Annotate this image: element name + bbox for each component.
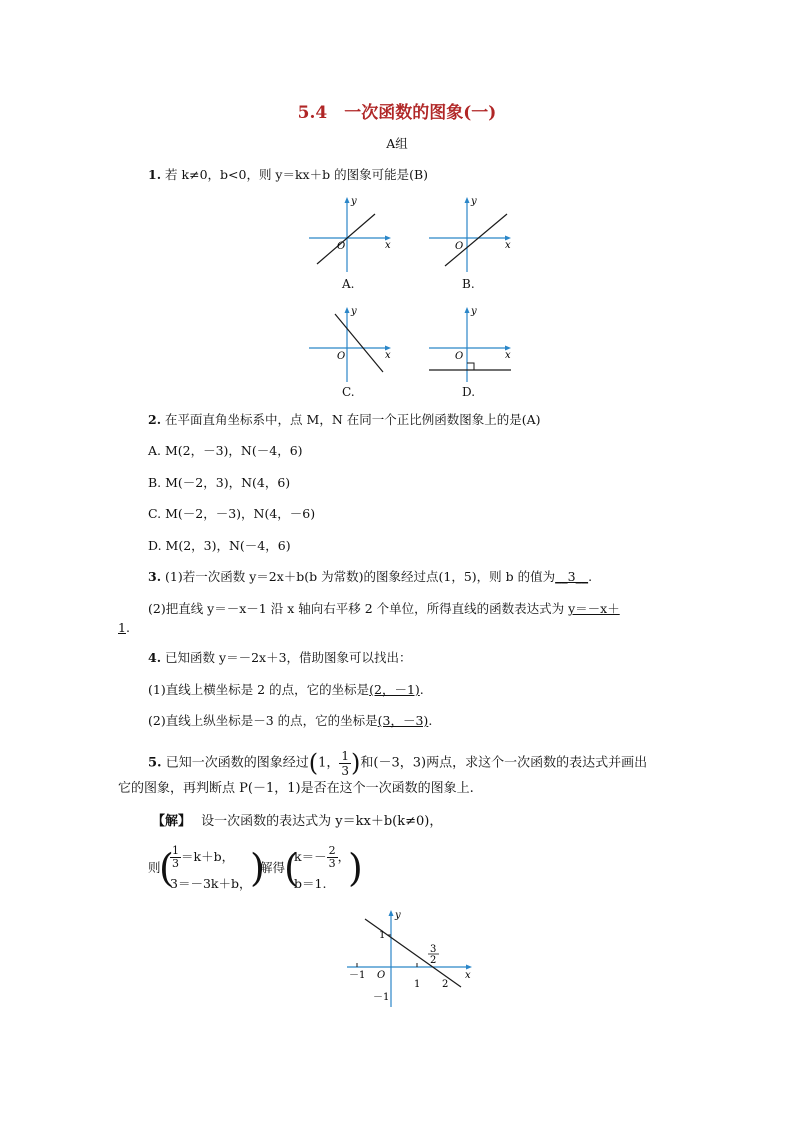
q5-text-a: 已知一次函数的图象经过 [165,755,309,771]
y-axis-label: y [351,306,357,317]
eq1-num: 1 [172,844,179,857]
q4-part1-answer: (2，－1) [369,682,420,697]
q1-graph-d [425,302,515,384]
q1-graph-a [305,192,395,274]
q4-part2-text: (2)直线上纵坐标是－3 的点，它的坐标是 [148,713,378,728]
q3-part2-answer-cont: 1 [118,620,126,635]
y-tick-neg1: －1 [373,992,390,1003]
q5-point-fraction [339,749,351,778]
q4-part2-answer: (3，－3) [377,713,429,728]
q1-option-b: B. [462,277,475,291]
origin-label: O [455,241,464,252]
annot-den: 2 [430,955,437,966]
q5-solution-line [152,814,442,830]
x-tick-2: 2 [442,979,449,990]
k-den: 3 [328,857,336,870]
q3-part1-answer: __3__ [555,569,589,584]
q1-option-c: C. [342,385,355,399]
k-num: 2 [328,844,336,857]
y-axis-label: y [471,306,477,317]
q4-text: 已知函数 y＝－2x＋3，借助图象可以找出： [165,650,412,665]
q5-point-x: 1， [318,755,340,771]
q3-part2-answer: y＝－x＋ [568,601,620,616]
solved-label: 解得 [260,860,286,875]
eq1-rest: ＝k＋b， [181,849,235,864]
q2-option-d: D. M(2，3)，N(－4，6) [148,538,291,553]
q5-graph [345,905,475,1010]
x-axis-label: x [505,240,511,251]
q3-part1-text: (1)若一次函数 y＝2x＋b(b 为常数)的图象经过点(1，5)，则 b 的值为 [165,569,556,584]
q4-part1 [148,682,424,698]
q3-part1-suffix: . [588,569,593,584]
q2-option-c: C. M(－2，－3)，N(4，－6) [148,506,316,521]
q1-option-a: A. [342,277,355,291]
q4-number: 4. [148,650,162,665]
q1-graph-c [305,302,395,384]
q5-line2: 它的图象，再判断点 P(－1，1)是否在这个一次函数的图象上. [118,781,474,796]
q3-part2-suffix: . [125,620,130,635]
q2-option-a: A. M(2，－3)，N(－4，6) [148,443,303,458]
group-label: A组 [386,136,408,151]
y-tick-1: 1 [379,930,386,941]
q3-part1 [148,569,592,585]
page-title: 5.4 一次函数的图象(一) [297,103,497,123]
q1-option-d: D. [462,385,476,399]
equation-2: 3＝－3k＋b， [170,876,252,891]
q3-part2-text: (2)把直线 y＝－x－1 沿 x 轴向右平移 2 个单位，所得直线的函数表达式为 [148,601,569,616]
q5-line1: 5. 已知一次函数的图象经过(1， $\frac{1}{3}$ )和(－3，3)两点，求这个一次函数的表达式并画出 [148,748,648,778]
origin-label: O [337,351,346,362]
annot-num: 3 [430,944,437,955]
x-axis-label: x [505,350,511,361]
q3-part2 [148,601,620,617]
b-solution: b＝1. [294,876,327,891]
q2-number: 2. [148,412,162,427]
q5-frac-num: 1 [341,748,350,763]
q5-number: 5. [148,755,162,771]
q2-text: 在平面直角坐标系中，点 M，N 在同一个正比例函数图象上的是(A) [165,412,541,427]
q4-part2 [148,713,432,729]
solution-text: 设一次函数的表达式为 y＝kx＋b(k≠0)， [201,814,443,829]
then-label: 则 [148,860,161,875]
y-axis-label: y [351,196,357,207]
solution-tag: 【解】 [152,814,192,829]
origin-label: O [455,351,464,362]
q1-line [148,167,428,183]
q5-frac-den: 3 [341,763,350,778]
q1-number: 1. [148,167,162,182]
origin-label: O [337,241,346,252]
equation-1 [170,845,234,870]
q1-graph-b [425,192,515,274]
eq1-den: 3 [172,857,179,870]
y-axis-label: y [471,196,477,207]
x-axis-label: x [385,240,391,251]
q5-origin-label: O [377,970,386,981]
q4-part2-suffix: . [428,713,433,728]
q2-option-b: B. M(－2，3)，N(4，6) [148,475,291,490]
q5-x-axis-label: x [465,970,471,981]
q4-part1-suffix: . [419,682,424,697]
q2-line [148,412,541,428]
k-suffix: ， [337,849,351,864]
k-solution [294,845,350,870]
q3-part2-cont [118,620,130,636]
q5-y-axis-label: y [395,910,401,921]
k-prefix: k＝－ [294,849,327,864]
q4-part1-text: (1)直线上横坐标是 2 的点，它的坐标是 [148,682,370,697]
x-tick-neg1: －1 [349,970,366,981]
q4-line [148,650,412,666]
x-tick-1: 1 [414,979,421,990]
q3-number: 3. [148,569,162,584]
q1-text: 若 k≠0，b<0，则 y＝kx＋b 的图象可能是(B) [165,167,429,182]
q5-text-b: 和(－3，3)两点，求这个一次函数的表达式并画出 [360,755,648,771]
x-axis-label: x [385,350,391,361]
